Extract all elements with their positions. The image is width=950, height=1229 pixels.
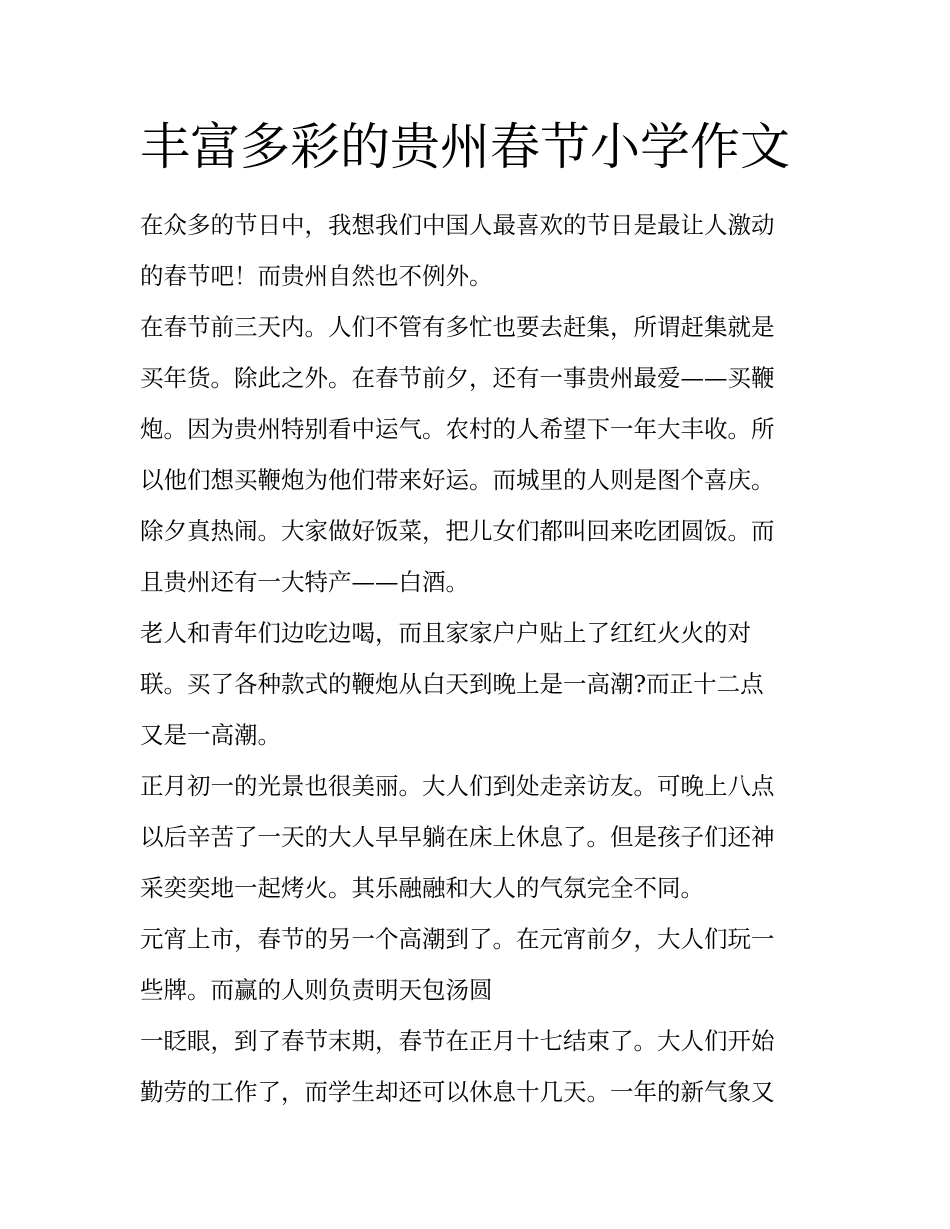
text-line: 买年货。除此之外。在春节前夕，还有一事贵州最爱——买鞭 [140,364,775,392]
text-line: 以他们想买鞭炮为他们带来好运。而城里的人则是图个喜庆。 [140,466,775,494]
text-line: 联。买了各种款式的鞭炮从白天到晚上是一高潮?而正十二点 [140,670,764,698]
text-line: 在春节前三天内。人们不管有多忙也要去赶集，所谓赶集就是 [140,313,775,341]
text-line: 除夕真热闹。大家做好饭菜，把儿女们都叫回来吃团圆饭。而 [140,517,775,545]
text-line: 老人和青年们边吃边喝，而且家家户户贴上了红红火火的对 [140,619,751,647]
text-line: 且贵州还有一大特产——白酒。 [140,568,469,596]
text-line: 在众多的节日中，我想我们中国人最喜欢的节日是最让人激动 [140,211,775,239]
text-line: 以后辛苦了一天的大人早早躺在床上休息了。但是孩子们还神 [140,823,775,851]
text-line: 正月初一的光景也很美丽。大人们到处走亲访友。可晚上八点 [140,772,775,800]
text-line: 元宵上市，春节的另一个高潮到了。在元宵前夕，大人们玩一 [140,925,775,953]
text-line: 炮。因为贵州特别看中运气。农村的人希望下一年大丰收。所 [140,415,775,443]
text-line: 勤劳的工作了，而学生却还可以休息十几天。一年的新气象又 [140,1078,775,1106]
text-line: 的春节吧！而贵州自然也不例外。 [140,262,493,290]
text-line: 又是一高潮。 [140,721,281,749]
text-line: 一眨眼，到了春节末期，春节在正月十七结束了。大人们开始 [140,1027,775,1055]
text-line: 些牌。而赢的人则负责明天包汤圆 [140,976,493,1004]
essay-body [140,200,812,1118]
text-line: 采奕奕地一起烤火。其乐融融和大人的气氛完全不同。 [140,874,704,902]
document-title: 丰富多彩的贵州春节小学作文 [140,118,790,176]
